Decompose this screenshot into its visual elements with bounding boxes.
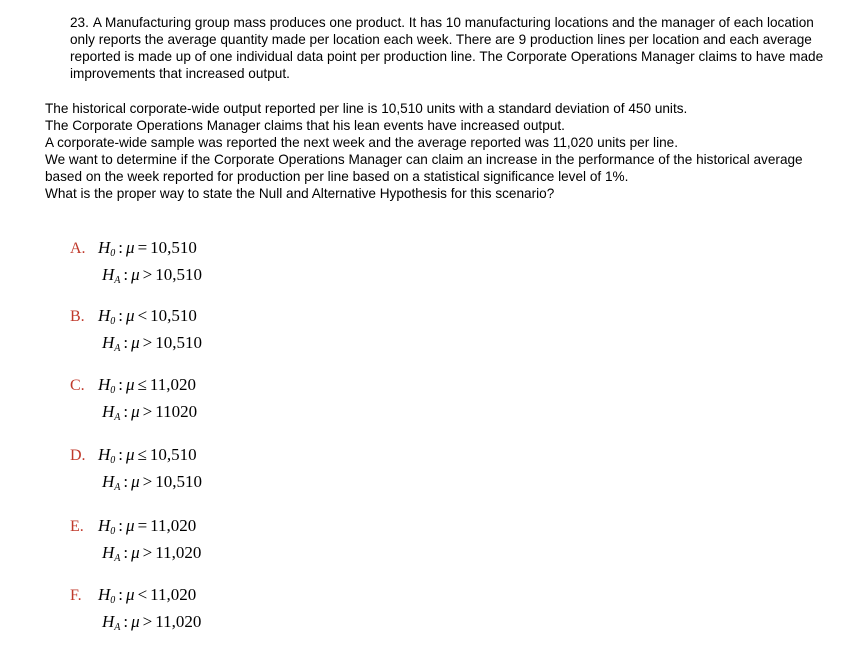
null-hypothesis: $H_0$ : μ = 10,510: [98, 238, 197, 259]
scenario-text: [45, 100, 835, 202]
scenario-line: We want to determine if the Corporate Operations Manager can claim an increase in the performance of the historical average based on the week reported for production per line based on a statistical significance level of 1%.: [45, 152, 803, 184]
answer-option-b[interactable]: [70, 306, 370, 358]
option-letter: C.: [70, 377, 85, 394]
null-hypothesis: $H_0$ : μ = 11,020: [98, 516, 197, 537]
question-header: [70, 14, 830, 82]
question-text: A Manufacturing group mass produces one product. It has 10 manufacturing locations and the manager of each location only reports the average quantity made per location each week. There are 9 production lines per location and each average reported is made up of one individual data point per production line. The Corporate Operations Manager claims to have made improvements that increased output.: [70, 15, 824, 81]
null-hypothesis: $H_0$ : μ ≤ 10,510: [98, 445, 197, 466]
scenario-line: A corporate-wide sample was reported the next week and the average reported was 11,020 units per line.: [45, 135, 678, 150]
alternative-hypothesis: $H_A$ : μ > 11,020: [102, 612, 202, 633]
option-letter: E.: [70, 518, 84, 535]
alternative-hypothesis: $H_A$ : μ > 11020: [102, 402, 198, 423]
null-hypothesis: $H_0$ : μ < 10,510: [98, 306, 197, 327]
option-letter: F.: [70, 587, 82, 604]
scenario-prompt: What is the proper way to state the Null and Alternative Hypothesis for this scenario?: [45, 186, 555, 201]
scenario-line: The Corporate Operations Manager claims that his lean events have increased output.: [45, 118, 565, 133]
alternative-hypothesis: $H_A$ : μ > 10,510: [102, 265, 203, 286]
alternative-hypothesis: $H_A$ : μ > 11,020: [102, 543, 202, 564]
scenario-line: The historical corporate-wide output reported per line is 10,510 units with a standard deviation of 450 units.: [45, 101, 688, 116]
alternative-hypothesis: $H_A$ : μ > 10,510: [102, 333, 203, 354]
null-hypothesis: $H_0$ : μ < 11,020: [98, 585, 197, 606]
answer-option-c[interactable]: [70, 375, 370, 427]
answer-option-f[interactable]: [70, 585, 370, 637]
option-letter: A.: [70, 240, 86, 257]
alternative-hypothesis: $H_A$ : μ > 10,510: [102, 472, 203, 493]
option-letter: D.: [70, 447, 86, 464]
answer-option-a[interactable]: [70, 238, 370, 290]
question-number: 23.: [70, 15, 89, 30]
answer-option-e[interactable]: [70, 516, 370, 568]
answer-option-d[interactable]: [70, 445, 370, 497]
null-hypothesis: $H_0$ : μ ≤ 11,020: [98, 375, 197, 396]
option-letter: B.: [70, 308, 85, 325]
